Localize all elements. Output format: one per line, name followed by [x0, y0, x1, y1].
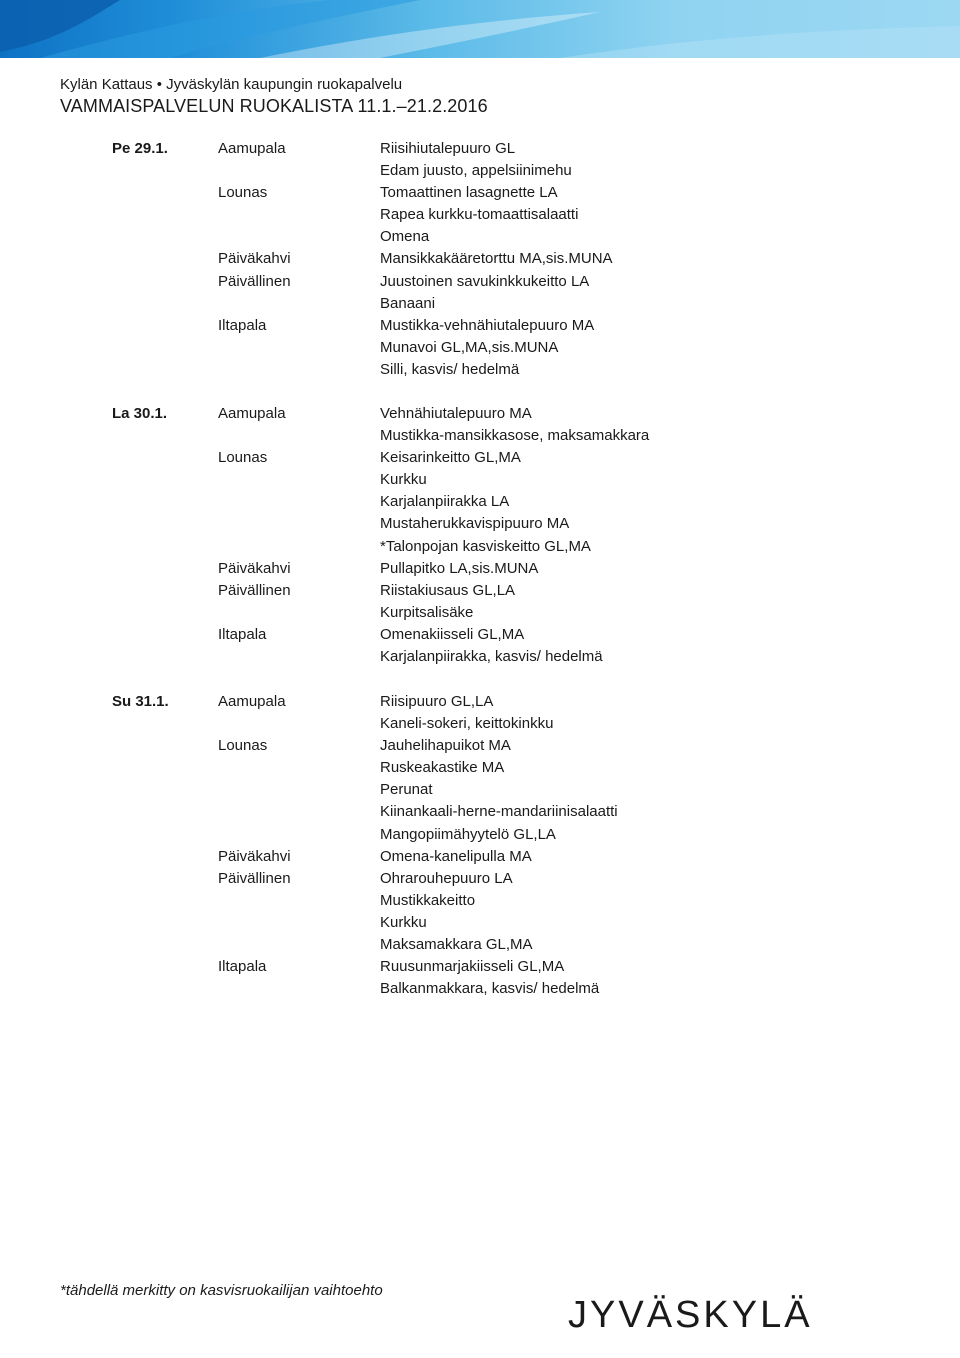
day-date: Su 31.1. — [112, 693, 169, 710]
footnote: *tähdellä merkitty on kasvisruokailijan vaihtoehto — [60, 1282, 383, 1299]
meal-label: Päivällinen — [218, 869, 291, 887]
food-item: Ruskeakastike MA — [380, 759, 505, 777]
meal-label: Lounas — [218, 184, 268, 202]
food-item: Karjalanpiirakka, kasvis/ hedelmä — [380, 648, 603, 666]
header-banner — [0, 0, 960, 58]
food-item: Ruusunmarjakiisseli GL,MA — [380, 958, 565, 976]
jyvaskyla-logo: JYVÄSKYLÄ — [568, 1294, 813, 1336]
food-item: Mustikka-vehnähiutalepuuro MA — [380, 316, 595, 334]
food-item: Vehnähiutalepuuro MA — [380, 405, 532, 422]
food-item: *Talonpojan kasviskeitto GL,MA — [380, 537, 591, 555]
food-item: Mustikkakeitto — [380, 891, 476, 909]
food-item: Riistakiusaus GL,LA — [380, 581, 516, 599]
meal-label: Päivällinen — [218, 581, 291, 599]
food-item: Balkanmakkara, kasvis/ hedelmä — [380, 980, 600, 998]
food-item: Keisarinkeitto GL,MA — [380, 449, 521, 467]
meal-label: Aamupala — [218, 693, 286, 710]
food-item: Juustoinen savukinkkukeitto LA — [380, 272, 590, 290]
meal-label: Lounas — [218, 449, 268, 467]
organization-line: Kylän Kattaus • Jyväskylän kaupungin ruokapalvelu — [60, 76, 403, 93]
food-item: Kaneli-sokeri, keittokinkku — [380, 715, 554, 733]
food-item: Munavoi GL,MA,sis.MUNA — [380, 338, 559, 356]
meal-label: Päiväkahvi — [218, 250, 291, 268]
food-item: Jauhelihapuikot MA — [380, 737, 511, 755]
meal-label: Päiväkahvi — [218, 559, 291, 577]
food-item: Edam juusto, appelsiinimehu — [380, 162, 572, 180]
food-item: Pullapitko LA,sis.MUNA — [380, 559, 539, 577]
food-item: Perunat — [380, 781, 433, 799]
menu-title: VAMMAISPALVELUN RUOKALISTA 11.1.–21.2.2016 — [60, 96, 488, 116]
meal-label: Lounas — [218, 737, 268, 755]
food-item: Omena-kanelipulla MA — [380, 847, 532, 865]
food-item: Banaani — [380, 294, 436, 312]
meal-label: Aamupala — [218, 140, 286, 157]
banner-wave-graphic — [0, 0, 960, 58]
meal-label: Aamupala — [218, 405, 286, 422]
food-item: Rapea kurkku-tomaattisalaatti — [380, 206, 579, 224]
food-item: Omenakiisseli GL,MA — [380, 625, 525, 643]
food-item: Ohrarouhepuuro LA — [380, 869, 513, 887]
meal-label: Iltapala — [218, 958, 267, 976]
food-item: Kurkku — [380, 913, 427, 931]
food-item: Maksamakkara GL,MA — [380, 936, 533, 954]
food-item: Karjalanpiirakka LA — [380, 493, 510, 511]
day-date: Pe 29.1. — [112, 140, 168, 157]
document-header — [60, 76, 488, 117]
food-item: Mustikka-mansikkasose, maksamakkara — [380, 427, 650, 445]
food-item: Riisihiutalepuuro GL — [380, 140, 516, 157]
food-item: Omena — [380, 228, 430, 246]
food-item: Kurpitsalisäke — [380, 603, 474, 621]
food-item: Riisipuuro GL,LA — [380, 693, 494, 710]
meal-label: Iltapala — [218, 316, 267, 334]
meal-label: Päivällinen — [218, 272, 291, 290]
food-item: Silli, kasvis/ hedelmä — [380, 360, 520, 378]
food-item: Tomaattinen lasagnette LA — [380, 184, 558, 202]
meal-label: Iltapala — [218, 625, 267, 643]
food-item: Mustaherukkavispipuuro MA — [380, 515, 570, 533]
food-item: Kurkku — [380, 471, 427, 489]
food-item: Mangopiimähyytelö GL,LA — [380, 825, 556, 843]
food-item: Mansikkakääretorttu MA,sis.MUNA — [380, 250, 613, 268]
food-item: Kiinankaali-herne-mandariinisalaatti — [380, 803, 618, 821]
meal-label: Päiväkahvi — [218, 847, 291, 865]
day-date: La 30.1. — [112, 405, 168, 422]
